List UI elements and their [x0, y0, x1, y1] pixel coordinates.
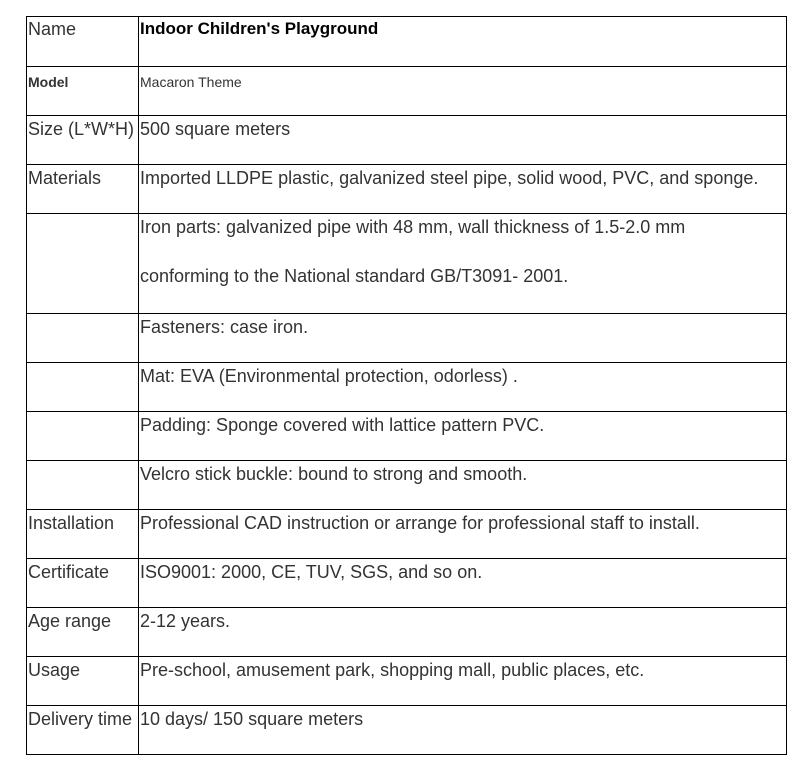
table-row-delivery-time: [27, 706, 787, 755]
row-value-cell: [139, 510, 787, 559]
row-value: 500 square meters: [140, 119, 291, 139]
row-value-cell: [139, 17, 787, 67]
row-value-cell: [139, 67, 787, 116]
row-label: Name: [28, 19, 77, 39]
row-value: [140, 202, 786, 301]
table-row-size: [27, 116, 787, 165]
table-row-age-range: [27, 608, 787, 657]
row-label: Certificate: [28, 562, 110, 582]
row-value: 10 days/ 150 square meters: [140, 709, 364, 729]
product-spec-table: [26, 16, 787, 755]
row-label-cell: [27, 363, 139, 412]
row-value: Macaron Theme: [140, 74, 242, 90]
row-value-cell: [139, 116, 787, 165]
row-label-cell: [27, 510, 139, 559]
row-value: Fasteners: case iron.: [140, 317, 309, 337]
table-row-certificate: [27, 559, 787, 608]
row-value-cell: [139, 412, 787, 461]
row-label-cell: [27, 165, 139, 214]
row-label-cell: [27, 67, 139, 116]
table-row-usage: [27, 657, 787, 706]
row-value: Mat: EVA (Environmental protection, odorless) .: [140, 366, 518, 386]
row-label: Model: [28, 74, 69, 90]
row-value-cell: [139, 657, 787, 706]
row-label-cell: [27, 412, 139, 461]
table-row-fasteners: [27, 314, 787, 363]
row-value: Padding: Sponge covered with lattice pattern PVC.: [140, 415, 545, 435]
table-row-model: [27, 67, 787, 116]
row-label: Size (L*W*H): [28, 119, 135, 139]
product-name: Indoor Children's Playground: [140, 19, 379, 38]
row-label-cell: [27, 608, 139, 657]
table-row-mat: [27, 363, 787, 412]
row-label-cell: [27, 314, 139, 363]
row-value-cell: [139, 461, 787, 510]
row-label: Delivery time: [28, 709, 133, 729]
row-value-line: Iron parts: galvanized pipe with 48 mm, wall thickness of 1.5-2.0 mm: [140, 217, 686, 237]
row-value: Professional CAD instruction or arrange for professional staff to install.: [140, 513, 700, 533]
row-label-cell: [27, 657, 139, 706]
table-row-padding: [27, 412, 787, 461]
table-row-installation: [27, 510, 787, 559]
table-row-velcro: [27, 461, 787, 510]
row-value-cell: [139, 706, 787, 755]
row-label: Materials: [28, 168, 102, 188]
row-label-cell: [27, 461, 139, 510]
row-value-cell: [139, 214, 787, 314]
row-value-cell: [139, 608, 787, 657]
row-label-cell: [27, 559, 139, 608]
row-value-line: conforming to the National standard GB/T3091- 2001.: [140, 266, 569, 286]
row-value: ISO9001: 2000, CE, TUV, SGS, and so on.: [140, 562, 483, 582]
row-label: Age range: [28, 611, 112, 631]
table-row-name: [27, 17, 787, 67]
row-value-cell: [139, 559, 787, 608]
row-label-cell: [27, 706, 139, 755]
row-value: 2-12 years.: [140, 611, 231, 631]
row-label-cell: [27, 214, 139, 314]
row-value: Velcro stick buckle: bound to strong and smooth.: [140, 464, 528, 484]
row-value-cell: [139, 314, 787, 363]
row-value: Pre-school, amusement park, shopping mall, public places, etc.: [140, 660, 645, 680]
row-label: Installation: [28, 513, 115, 533]
row-value-cell: [139, 363, 787, 412]
table-row-iron-parts: [27, 214, 787, 314]
row-label: Usage: [28, 660, 81, 680]
row-label-cell: [27, 17, 139, 67]
row-value: Imported LLDPE plastic, galvanized steel pipe, solid wood, PVC, and sponge.: [140, 168, 759, 188]
row-label-cell: [27, 116, 139, 165]
